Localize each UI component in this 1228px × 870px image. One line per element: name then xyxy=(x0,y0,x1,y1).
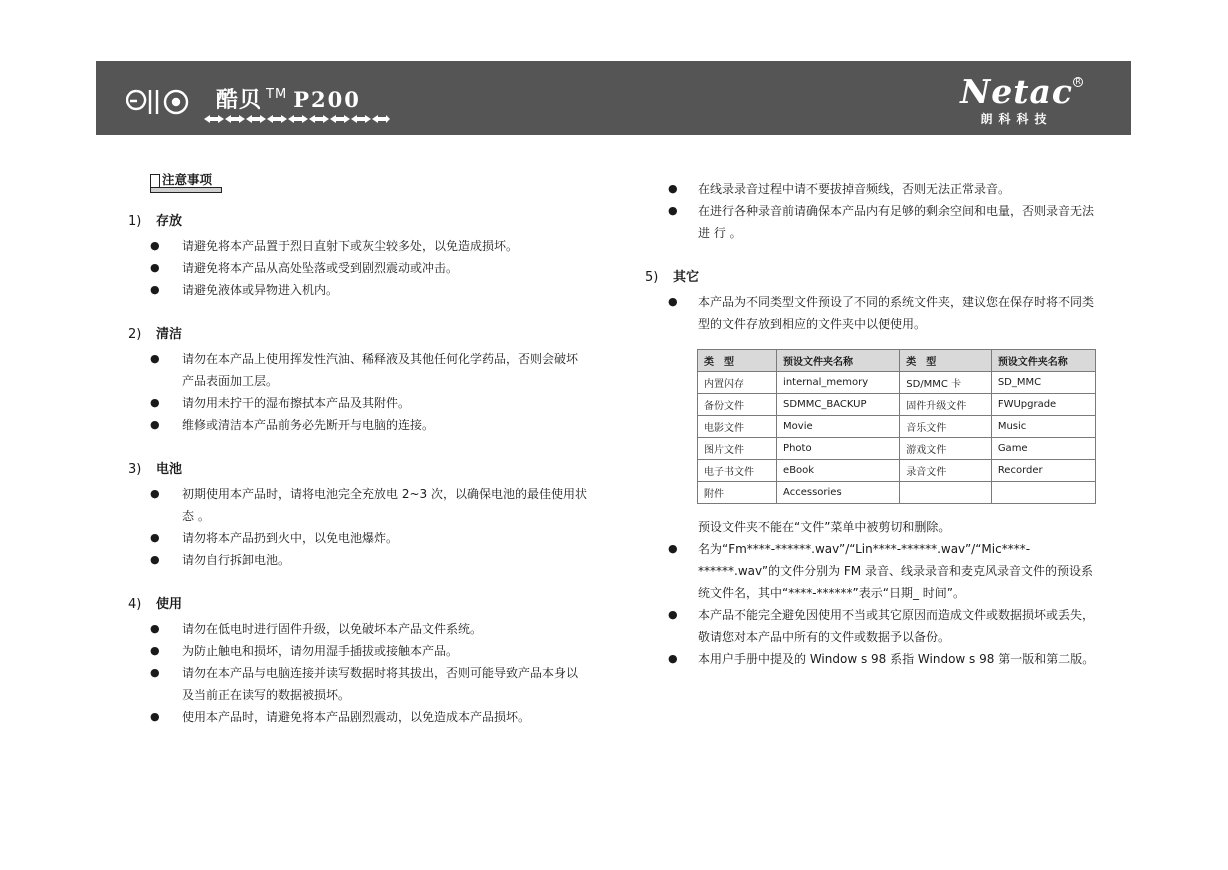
table-cell: SD_MMC xyxy=(991,372,1095,394)
header-banner xyxy=(96,61,1131,135)
table-header-cell: 预设文件夹名称 xyxy=(991,350,1095,372)
section-heading: 5) 其它 xyxy=(645,270,700,285)
table-cell: Recorder xyxy=(991,460,1095,482)
list-item: ● 请避免将本产品置于烈日直射下或灰尘较多处，以免造成损坏。 xyxy=(128,235,588,257)
table-cell: eBook xyxy=(777,460,900,482)
table-cell: 固件升级文件 xyxy=(900,394,992,416)
table-cell: 游戏文件 xyxy=(900,438,992,460)
table-header-cell: 类 型 xyxy=(698,350,777,372)
table-cell: FWUpgrade xyxy=(991,394,1095,416)
section xyxy=(128,323,588,436)
list-item: ● 请勿在本产品上使用挥发性汽油、稀释液及其他任何化学药品，否则会破坏产品表面加工层。 xyxy=(128,348,588,392)
table-cell: Photo xyxy=(777,438,900,460)
netac-logo xyxy=(960,72,1081,127)
table-cell: SDMMC_BACKUP xyxy=(777,394,900,416)
list-item: ● 在线录录音过程中请不要拔掉音频线，否则无法正常录音。 xyxy=(645,178,1100,200)
right-column xyxy=(645,178,1100,670)
list-item: ● 请勿在低电时进行固件升级，以免破坏本产品文件系统。 xyxy=(128,618,588,640)
registered-icon: R xyxy=(1073,77,1083,87)
table-row xyxy=(698,394,1096,416)
table-header-cell: 预设文件夹名称 xyxy=(777,350,900,372)
table-cell: 图片文件 xyxy=(698,438,777,460)
section-heading: 3) 电池 xyxy=(128,462,183,477)
table-header-row xyxy=(698,350,1096,372)
table-row xyxy=(698,482,1096,504)
product-title: 酷贝 ™ P200 xyxy=(216,87,361,113)
list-item: ● 在进行各种录音前请确保本产品内有足够的剩余空间和电量，否则录音无法进 行 。 xyxy=(645,200,1100,244)
top-list xyxy=(645,178,1100,244)
table-row xyxy=(698,460,1096,482)
section-heading: 2) 清洁 xyxy=(128,327,183,342)
section xyxy=(128,458,588,571)
notice-heading: 注意事项 xyxy=(150,170,212,188)
table-cell: SD/MMC 卡 xyxy=(900,372,992,394)
table-cell: 录音文件 xyxy=(900,460,992,482)
ollo-logo-icon xyxy=(126,87,206,117)
table-cell: 电子书文件 xyxy=(698,460,777,482)
folder-table xyxy=(697,349,1096,504)
brand-name: Netac xyxy=(960,72,1073,111)
table-cell: 电影文件 xyxy=(698,416,777,438)
brand-chinese: 朗科科技 xyxy=(980,112,1053,126)
folder-note: 预设文件夹不能在“文件”菜单中被剪切和删除。 xyxy=(698,520,951,534)
table-cell xyxy=(991,482,1095,504)
list-item: ● 名为“Fm****-******.wav”/“Lin****-******.wav”/“Mic****-******.wav”的文件分别为 FM 录音、线录录音和麦克风录音文件的预设系统文件名，其中“****-******”表示“日期_ 时间”。 xyxy=(645,538,1100,604)
left-column xyxy=(128,170,588,728)
table-row xyxy=(698,438,1096,460)
table-cell: Movie xyxy=(777,416,900,438)
section xyxy=(128,593,588,728)
list-item: ● 本产品不能完全避免因使用不当或其它原因而造成文件或数据损坏或丢失，敬请您对本产品中所有的文件或数据予以备份。 xyxy=(645,604,1100,648)
list-item: ● 为防止触电和损坏，请勿用湿手插拔或接触本产品。 xyxy=(128,640,588,662)
table-cell: internal_memory xyxy=(777,372,900,394)
table-cell: Accessories xyxy=(777,482,900,504)
list-item: ● 维修或清洁本产品前务必先断开与电脑的连接。 xyxy=(128,414,588,436)
section xyxy=(128,210,588,301)
table-header-cell: 类 型 xyxy=(900,350,992,372)
section-other xyxy=(645,266,1100,670)
list-item: ● 请避免将本产品从高处坠落或受到剧烈震动或冲击。 xyxy=(128,257,588,279)
table-cell xyxy=(900,482,992,504)
list-item: ● 本产品为不同类型文件预设了不同的系统文件夹，建议您在保存时将不同类型的文件存放到相应的文件夹中以便使用。 xyxy=(645,291,1100,335)
arrow-strip-icon xyxy=(204,113,390,125)
table-row xyxy=(698,416,1096,438)
table-cell: Music xyxy=(991,416,1095,438)
list-item: ● 请勿用未拧干的湿布擦拭本产品及其附件。 xyxy=(128,392,588,414)
list-item: ● 本用户手册中提及的 Window s 98 系指 Window s 98 第一版和第二版。 xyxy=(645,648,1100,670)
table-cell: 附件 xyxy=(698,482,777,504)
list-item: ● 请避免液体或异物进入机内。 xyxy=(128,279,588,301)
list-item: ● 请勿将本产品扔到火中，以免电池爆炸。 xyxy=(128,527,588,549)
list-item: ● 使用本产品时，请避免将本产品剧烈震动，以免造成本产品损坏。 xyxy=(128,706,588,728)
section-heading: 4) 使用 xyxy=(128,597,183,612)
table-cell: 音乐文件 xyxy=(900,416,992,438)
list-item: ● 初期使用本产品时，请将电池完全充放电 2~3 次，以确保电池的最佳使用状 态 。 xyxy=(128,483,588,527)
section-heading: 1) 存放 xyxy=(128,214,183,229)
table-cell: 内置闪存 xyxy=(698,372,777,394)
table-row xyxy=(698,372,1096,394)
table-cell: Game xyxy=(991,438,1095,460)
list-item: ● 请勿自行拆卸电池。 xyxy=(128,549,588,571)
notice-underline-icon xyxy=(150,187,222,193)
table-cell: 备份文件 xyxy=(698,394,777,416)
list-item: ● 请勿在本产品与电脑连接并读写数据时将其拔出，否则可能导致产品本身以及当前正在读写的数据被损坏。 xyxy=(128,662,588,706)
